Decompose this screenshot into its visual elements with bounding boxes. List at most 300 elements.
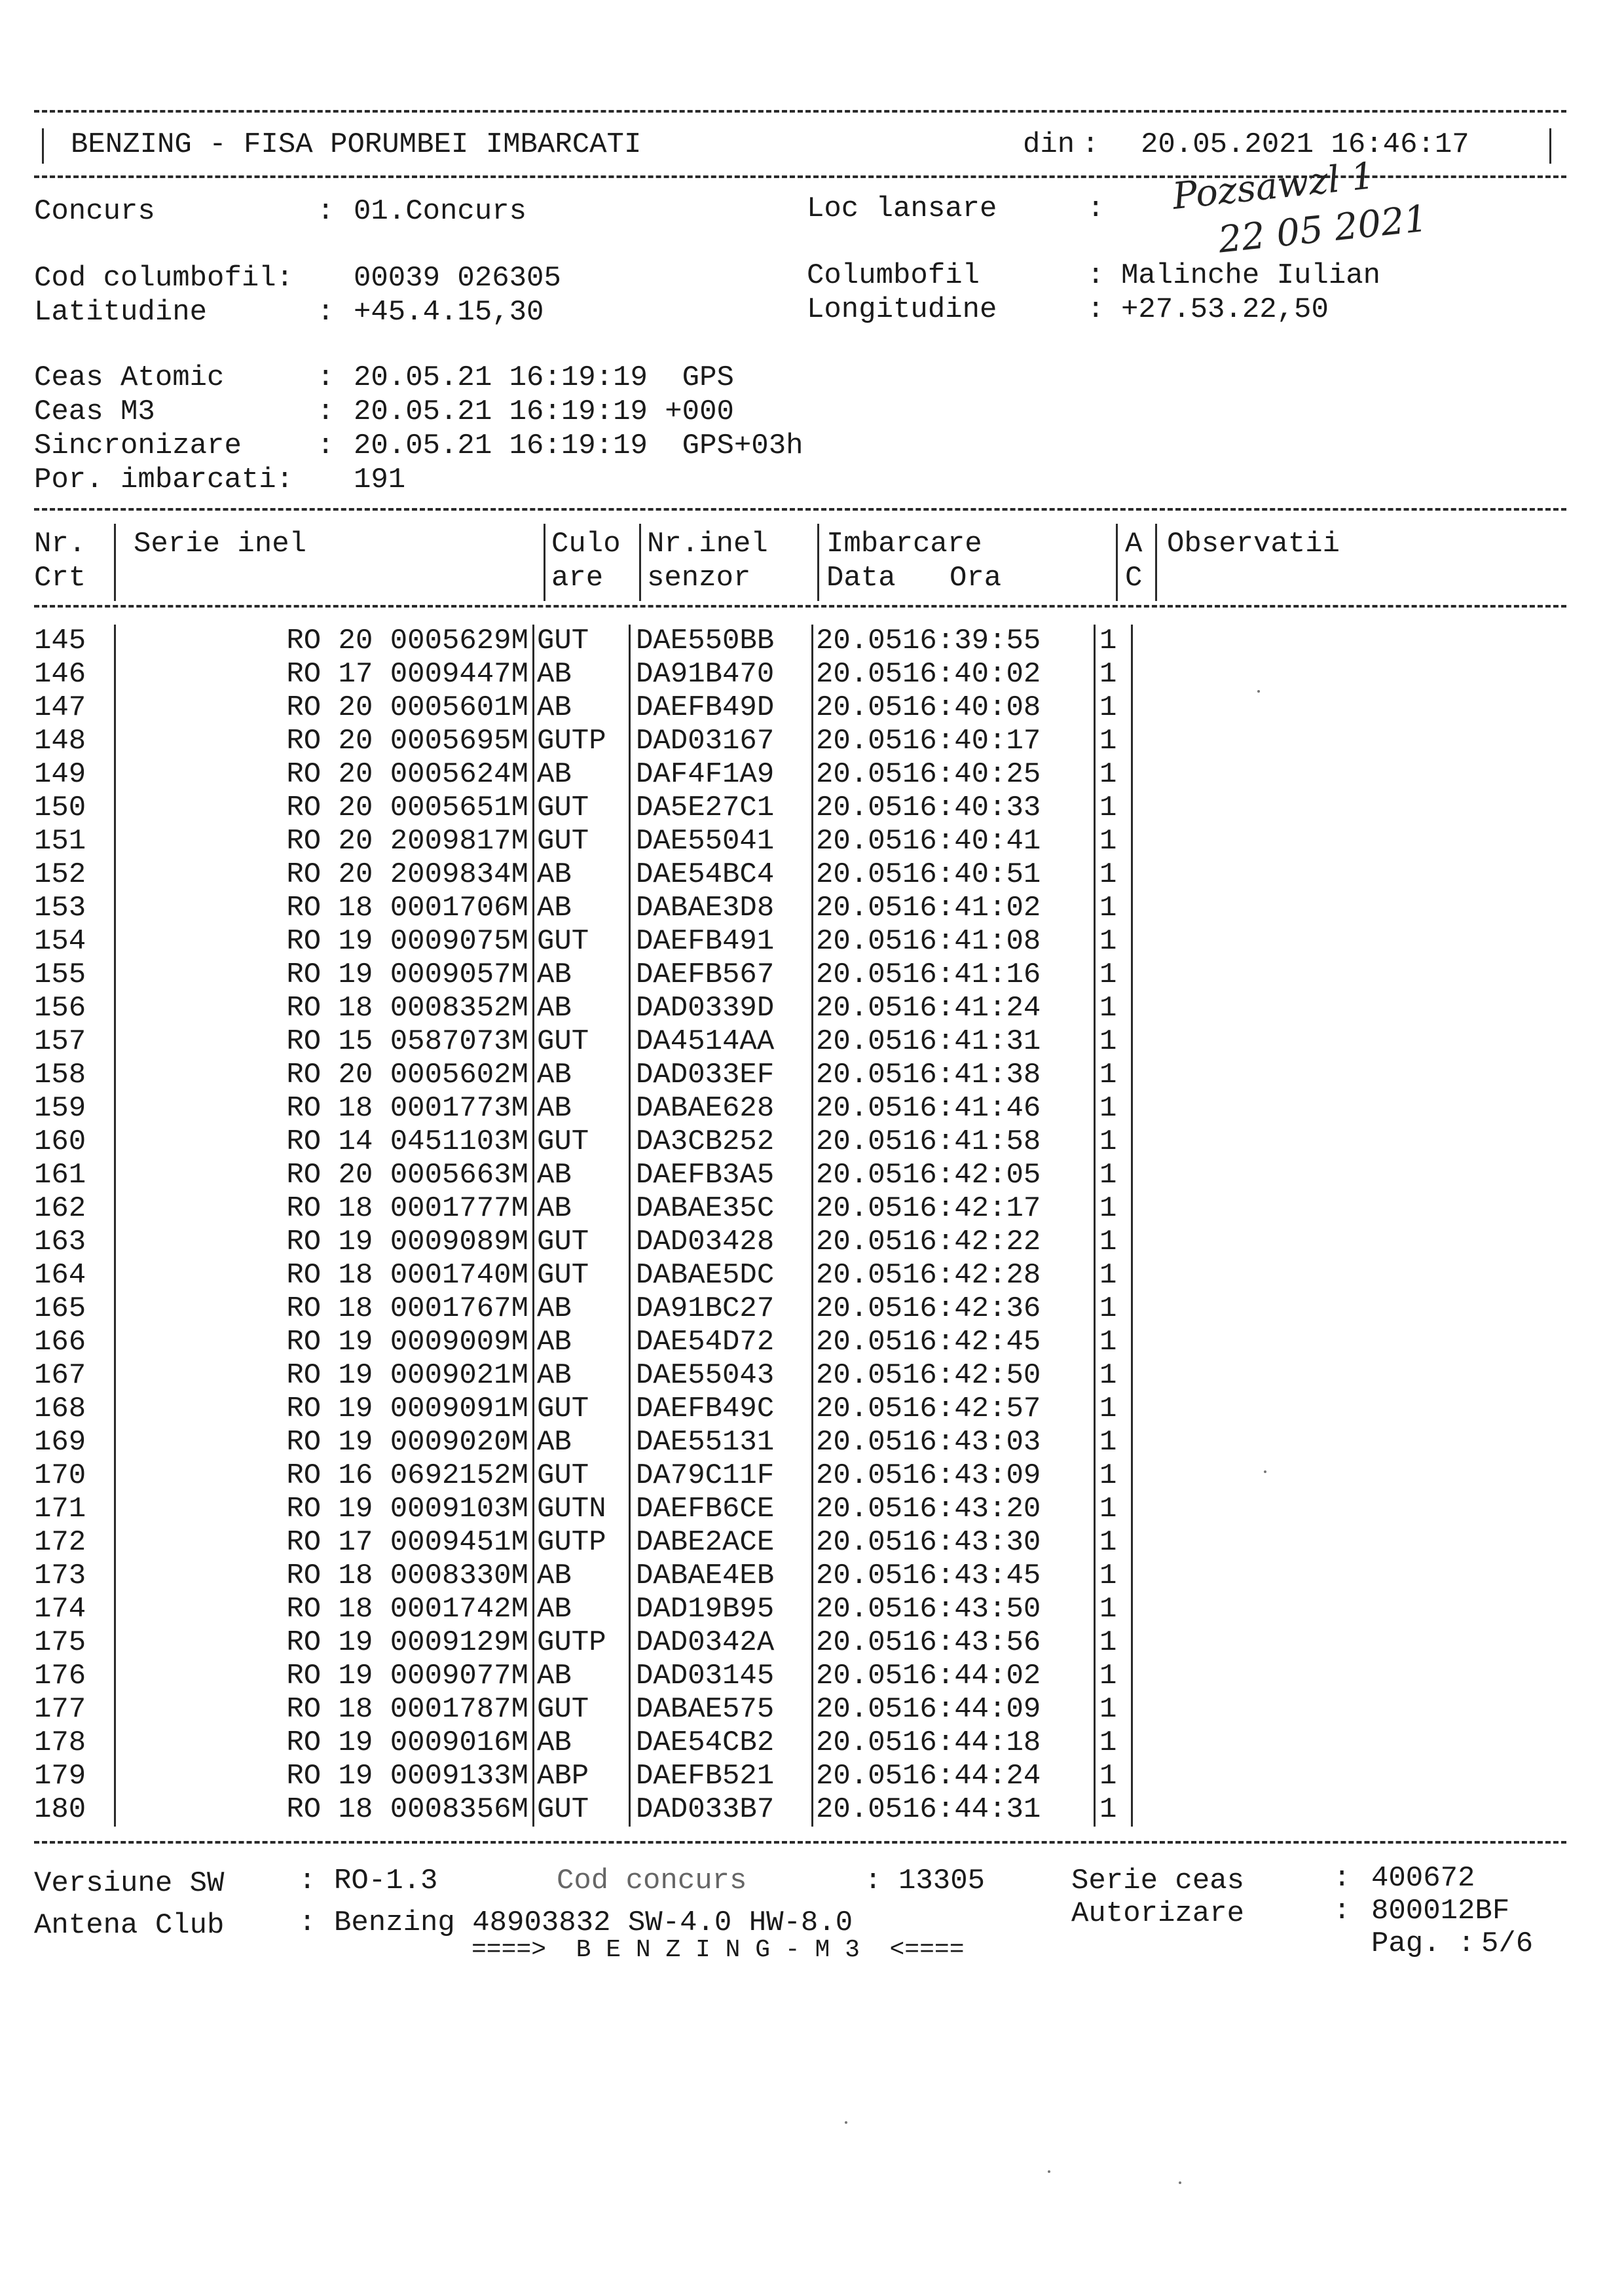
- row-senzor: DABAE628: [630, 1092, 813, 1125]
- row-data: 20.05: [816, 1059, 903, 1091]
- row-data: 20.05: [816, 1393, 903, 1425]
- row-ac: 1: [1095, 1259, 1132, 1292]
- table-row: [34, 1025, 1539, 1059]
- row-nr: 154: [34, 925, 115, 958]
- row-observatii: [1132, 958, 1540, 992]
- scan-speck: [845, 2121, 847, 2124]
- row-ac: 1: [1095, 1760, 1132, 1793]
- row-ac: 1: [1095, 892, 1132, 925]
- row-culoare: GUT: [534, 1226, 630, 1259]
- row-observatii: [1132, 1693, 1540, 1726]
- row-ora: 16:41:38: [902, 1059, 1095, 1092]
- row-data: 20.05: [816, 1025, 903, 1058]
- row-data: 20.05: [816, 792, 903, 824]
- row-ora: 16:41:31: [902, 1025, 1095, 1059]
- col-ac-line2: C: [1125, 562, 1143, 594]
- columbofil-value: Malinche Iulian: [1121, 259, 1381, 292]
- row-serie-inel: RO 20 0005624M: [115, 758, 534, 792]
- date-label: din: [1023, 128, 1075, 161]
- col-imbarcare-data: Data: [826, 562, 896, 594]
- row-senzor: DA5E27C1: [630, 792, 813, 825]
- latitude-label: Latitudine: [34, 296, 208, 329]
- table-row: [34, 1192, 1539, 1226]
- row-serie-inel: RO 18 0008330M: [115, 1559, 534, 1593]
- row-serie-inel: RO 18 0001740M: [115, 1259, 534, 1292]
- row-ora: 16:44:31: [902, 1793, 1095, 1827]
- divider-top: [34, 110, 1566, 113]
- row-ora: 16:44:18: [902, 1726, 1095, 1760]
- row-senzor: DA91BC27: [630, 1292, 813, 1326]
- row-senzor: DAE54D72: [630, 1326, 813, 1359]
- cod-concurs-colon: :: [864, 1865, 882, 1897]
- row-nr: 169: [34, 1426, 115, 1459]
- table-row: [34, 1125, 1539, 1159]
- row-culoare: AB: [534, 1326, 630, 1359]
- row-data: 20.05: [816, 658, 903, 691]
- row-observatii: [1132, 1359, 1540, 1393]
- scan-speck: [1264, 1470, 1266, 1473]
- row-observatii: [1132, 1726, 1540, 1760]
- row-serie-inel: RO 19 0009075M: [115, 925, 534, 958]
- row-ora: 16:40:25: [902, 758, 1095, 792]
- row-nr: 150: [34, 792, 115, 825]
- row-serie-inel: RO 18 0008352M: [115, 992, 534, 1025]
- table-row: [34, 1793, 1539, 1827]
- row-culoare: AB: [534, 758, 630, 792]
- table-row: [34, 1693, 1539, 1726]
- table-row: [34, 691, 1539, 725]
- row-data: 20.05: [816, 725, 903, 757]
- row-senzor: DA3CB252: [630, 1125, 813, 1159]
- row-nr: 151: [34, 825, 115, 858]
- row-serie-inel: RO 18 0001767M: [115, 1292, 534, 1326]
- row-serie-inel: RO 19 0009016M: [115, 1726, 534, 1760]
- row-observatii: [1132, 1226, 1540, 1259]
- serie-ceas-colon: :: [1333, 1862, 1351, 1895]
- row-ac: 1: [1095, 1226, 1132, 1259]
- row-ac: 1: [1095, 1025, 1132, 1059]
- row-observatii: [1132, 792, 1540, 825]
- row-culoare: GUT: [534, 1125, 630, 1159]
- row-observatii: [1132, 1626, 1540, 1660]
- row-ora: 16:42:45: [902, 1326, 1095, 1359]
- cod-columbofil-value: 00039 026305: [354, 262, 561, 295]
- row-culoare: GUTP: [534, 1526, 630, 1559]
- row-ora: 16:44:09: [902, 1693, 1095, 1726]
- row-ac: 1: [1095, 1493, 1132, 1526]
- divider-table-top: [34, 508, 1566, 511]
- cod-columbofil-label: Cod columbofil:: [34, 262, 294, 295]
- row-data: 20.05: [816, 925, 903, 958]
- row-nr: 159: [34, 1092, 115, 1125]
- row-serie-inel: RO 19 0009021M: [115, 1359, 534, 1393]
- row-data: 20.05: [816, 1760, 903, 1793]
- row-serie-inel: RO 20 2009817M: [115, 825, 534, 858]
- row-ora: 16:42:36: [902, 1292, 1095, 1326]
- header-sep-4: [817, 524, 819, 601]
- row-ora: 16:43:45: [902, 1559, 1095, 1593]
- row-ac: 1: [1095, 1159, 1132, 1192]
- row-data: 20.05: [816, 1493, 903, 1525]
- versiune-colon: :: [299, 1865, 316, 1897]
- row-nr: 179: [34, 1760, 115, 1793]
- row-observatii: [1132, 1559, 1540, 1593]
- row-observatii: [1132, 1326, 1540, 1359]
- scan-speck: [1048, 2170, 1050, 2173]
- row-nr: 168: [34, 1393, 115, 1426]
- row-nr: 162: [34, 1192, 115, 1226]
- row-ora: 16:42:17: [902, 1192, 1095, 1226]
- row-senzor: DAD03428: [630, 1226, 813, 1259]
- row-serie-inel: RO 19 0009103M: [115, 1493, 534, 1526]
- col-senzor-line1: Nr.inel: [647, 528, 768, 560]
- divider-table-bottom: [34, 1841, 1566, 1844]
- row-data: 20.05: [816, 1426, 903, 1459]
- row-senzor: DABAE575: [630, 1693, 813, 1726]
- row-nr: 148: [34, 725, 115, 758]
- table-row: [34, 958, 1539, 992]
- row-data: 20.05: [816, 1693, 903, 1726]
- cod-concurs-value: 13305: [898, 1865, 986, 1897]
- latitude-value: +45.4.15,30: [354, 296, 544, 329]
- row-culoare: GUT: [534, 1459, 630, 1493]
- row-observatii: [1132, 1493, 1540, 1526]
- row-ora: 16:41:46: [902, 1092, 1095, 1125]
- col-culoare-line2: are: [551, 562, 604, 594]
- table-row: [34, 925, 1539, 958]
- row-ora: 16:41:58: [902, 1125, 1095, 1159]
- ceas-m3-value: 20.05.21 16:19:19 +000: [354, 395, 734, 428]
- row-nr: 153: [34, 892, 115, 925]
- row-serie-inel: RO 20 0005601M: [115, 691, 534, 725]
- header-sep-2: [544, 524, 545, 601]
- row-data: 20.05: [816, 1726, 903, 1759]
- row-ac: 1: [1095, 858, 1132, 892]
- row-ac: 1: [1095, 725, 1132, 758]
- row-observatii: [1132, 892, 1540, 925]
- header-sep-1: [114, 524, 116, 601]
- row-nr: 178: [34, 1726, 115, 1760]
- row-observatii: [1132, 758, 1540, 792]
- table-row: [34, 1292, 1539, 1326]
- table-row: [34, 1393, 1539, 1426]
- row-senzor: DAE55041: [630, 825, 813, 858]
- row-ac: 1: [1095, 1526, 1132, 1559]
- row-serie-inel: RO 20 0005629M: [115, 625, 534, 658]
- row-nr: 149: [34, 758, 115, 792]
- row-senzor: DAEFB567: [630, 958, 813, 992]
- row-data: 20.05: [816, 1092, 903, 1125]
- autorizare-colon: :: [1333, 1895, 1351, 1927]
- row-data: 20.05: [816, 1526, 903, 1559]
- row-nr: 175: [34, 1626, 115, 1660]
- row-observatii: [1132, 1660, 1540, 1693]
- row-data: 20.05: [816, 1292, 903, 1325]
- table-row: [34, 1426, 1539, 1459]
- row-ora: 16:41:16: [902, 958, 1095, 992]
- row-nr: 172: [34, 1526, 115, 1559]
- latitude-colon: :: [317, 296, 335, 329]
- cod-concurs-label: Cod concurs: [557, 1865, 747, 1897]
- row-ora: 16:40:08: [902, 691, 1095, 725]
- row-senzor: DAD033B7: [630, 1793, 813, 1827]
- row-observatii: [1132, 858, 1540, 892]
- row-culoare: AB: [534, 1059, 630, 1092]
- loc-label: Loc lansare: [807, 192, 997, 225]
- row-culoare: AB: [534, 1359, 630, 1393]
- row-data: 20.05: [816, 1626, 903, 1659]
- row-senzor: DAD033EF: [630, 1059, 813, 1092]
- row-culoare: AB: [534, 1660, 630, 1693]
- row-serie-inel: RO 19 0009057M: [115, 958, 534, 992]
- table-row: [34, 1326, 1539, 1359]
- table-row: [34, 1660, 1539, 1693]
- table-row: [34, 1059, 1539, 1092]
- row-culoare: AB: [534, 1292, 630, 1326]
- row-nr: 160: [34, 1125, 115, 1159]
- row-senzor: DAD19B95: [630, 1593, 813, 1626]
- date-colon: :: [1082, 128, 1099, 161]
- row-data: 20.05: [816, 1559, 903, 1592]
- row-culoare: AB: [534, 892, 630, 925]
- row-serie-inel: RO 19 0009129M: [115, 1626, 534, 1660]
- row-ora: 16:40:17: [902, 725, 1095, 758]
- row-culoare: GUT: [534, 1693, 630, 1726]
- porumbei-imbarcati-value: 191: [354, 464, 406, 496]
- row-culoare: GUT: [534, 1025, 630, 1059]
- table-row: [34, 992, 1539, 1025]
- col-nr-line1: Nr.: [34, 528, 86, 560]
- row-nr: 174: [34, 1593, 115, 1626]
- col-nr-line2: Crt: [34, 562, 86, 594]
- row-serie-inel: RO 18 0001742M: [115, 1593, 534, 1626]
- row-senzor: DAE550BB: [630, 625, 813, 658]
- row-data: 20.05: [816, 1159, 903, 1192]
- row-data: 20.05: [816, 1226, 903, 1258]
- row-ac: 1: [1095, 1192, 1132, 1226]
- longitude-label: Longitudine: [807, 293, 997, 326]
- row-senzor: DAE55043: [630, 1359, 813, 1393]
- row-ora: 16:43:30: [902, 1526, 1095, 1559]
- row-ora: 16:43:09: [902, 1459, 1095, 1493]
- concurs-label: Concurs: [34, 195, 155, 228]
- row-senzor: DAEFB3A5: [630, 1159, 813, 1192]
- table-row: [34, 1493, 1539, 1526]
- row-serie-inel: RO 18 0001777M: [115, 1192, 534, 1226]
- row-senzor: DAD0339D: [630, 992, 813, 1025]
- table-row: [34, 658, 1539, 691]
- row-senzor: DA79C11F: [630, 1459, 813, 1493]
- row-senzor: DAEFB49C: [630, 1393, 813, 1426]
- row-data: 20.05: [816, 1259, 903, 1292]
- row-ac: 1: [1095, 1793, 1132, 1827]
- col-senzor-line2: senzor: [647, 562, 751, 594]
- header-right-bar: [1549, 128, 1551, 164]
- row-serie-inel: RO 18 0001706M: [115, 892, 534, 925]
- row-ora: 16:40:33: [902, 792, 1095, 825]
- row-observatii: [1132, 1192, 1540, 1226]
- row-ac: 1: [1095, 925, 1132, 958]
- row-observatii: [1132, 1426, 1540, 1459]
- table-row: [34, 1559, 1539, 1593]
- row-serie-inel: RO 20 2009834M: [115, 858, 534, 892]
- row-culoare: AB: [534, 1593, 630, 1626]
- columbofil-colon: :: [1087, 259, 1105, 292]
- row-serie-inel: RO 20 0005695M: [115, 725, 534, 758]
- row-data: 20.05: [816, 1359, 903, 1392]
- row-ora: 16:44:02: [902, 1660, 1095, 1693]
- loc-colon: :: [1087, 192, 1105, 225]
- table-row: [34, 1359, 1539, 1393]
- row-culoare: AB: [534, 1426, 630, 1459]
- row-ac: 1: [1095, 1359, 1132, 1393]
- autorizare-label: Autorizare: [1071, 1897, 1245, 1930]
- row-ora: 16:42:50: [902, 1359, 1095, 1393]
- row-ora: 16:43:03: [902, 1426, 1095, 1459]
- table-row: [34, 1159, 1539, 1192]
- table-row: [34, 1760, 1539, 1793]
- col-imbarcare: Imbarcare: [826, 528, 982, 560]
- scan-speck: [1179, 2181, 1181, 2184]
- row-culoare: GUT: [534, 1259, 630, 1292]
- header-sep-3: [639, 524, 641, 601]
- ceas-m3-colon: :: [317, 395, 335, 428]
- table-row: [34, 1726, 1539, 1760]
- row-ora: 16:43:50: [902, 1593, 1095, 1626]
- row-nr: 176: [34, 1660, 115, 1693]
- row-culoare: AB: [534, 992, 630, 1025]
- row-ora: 16:41:24: [902, 992, 1095, 1025]
- row-culoare: AB: [534, 1192, 630, 1226]
- row-ora: 16:44:24: [902, 1760, 1095, 1793]
- ceas-m3-label: Ceas M3: [34, 395, 155, 428]
- row-nr: 156: [34, 992, 115, 1025]
- page-number: 5/6: [1481, 1927, 1534, 1960]
- row-observatii: [1132, 1059, 1540, 1092]
- loc-handwritten-name: Pozsawzl 1: [1170, 155, 1377, 218]
- table-row: [34, 1593, 1539, 1626]
- row-data: 20.05: [816, 992, 903, 1025]
- row-data: 20.05: [816, 1459, 903, 1492]
- row-senzor: DA4514AA: [630, 1025, 813, 1059]
- row-ac: 1: [1095, 1092, 1132, 1125]
- row-ac: 1: [1095, 1559, 1132, 1593]
- row-senzor: DAD03145: [630, 1660, 813, 1693]
- row-observatii: [1132, 1593, 1540, 1626]
- row-culoare: AB: [534, 691, 630, 725]
- row-ac: 1: [1095, 792, 1132, 825]
- row-data: 20.05: [816, 892, 903, 924]
- row-ora: 16:42:28: [902, 1259, 1095, 1292]
- col-culoare-line1: Culo: [551, 528, 621, 560]
- table-row: [34, 858, 1539, 892]
- row-culoare: AB: [534, 658, 630, 691]
- row-observatii: [1132, 992, 1540, 1025]
- sincronizare-value: 20.05.21 16:19:19 GPS+03h: [354, 429, 803, 462]
- row-ac: 1: [1095, 1292, 1132, 1326]
- row-ora: 16:42:22: [902, 1226, 1095, 1259]
- row-culoare: GUT: [534, 1393, 630, 1426]
- table-row: [34, 892, 1539, 925]
- row-ac: 1: [1095, 691, 1132, 725]
- header-sep-5: [1116, 524, 1118, 601]
- row-culoare: GUT: [534, 825, 630, 858]
- row-ac: 1: [1095, 1693, 1132, 1726]
- row-ac: 1: [1095, 1125, 1132, 1159]
- row-serie-inel: RO 20 0005663M: [115, 1159, 534, 1192]
- row-senzor: DAD0342A: [630, 1626, 813, 1660]
- row-ac: 1: [1095, 825, 1132, 858]
- row-ora: 16:43:56: [902, 1626, 1095, 1660]
- row-data: 20.05: [816, 1793, 903, 1826]
- row-ora: 16:40:41: [902, 825, 1095, 858]
- row-culoare: GUT: [534, 625, 630, 658]
- table-row: [34, 758, 1539, 792]
- col-serie-inel: Serie inel: [134, 528, 307, 560]
- row-ac: 1: [1095, 1626, 1132, 1660]
- row-culoare: AB: [534, 958, 630, 992]
- row-culoare: GUTP: [534, 1626, 630, 1660]
- row-serie-inel: RO 20 0005651M: [115, 792, 534, 825]
- row-serie-inel: RO 16 0692152M: [115, 1459, 534, 1493]
- row-senzor: DABAE3D8: [630, 892, 813, 925]
- row-serie-inel: RO 19 0009020M: [115, 1426, 534, 1459]
- row-serie-inel: RO 19 0009009M: [115, 1326, 534, 1359]
- row-senzor: DAEFB521: [630, 1760, 813, 1793]
- row-nr: 147: [34, 691, 115, 725]
- concurs-colon: :: [317, 195, 335, 228]
- antena-club-value: Benzing 48903832 SW-4.0 HW-8.0: [334, 1906, 853, 1939]
- row-data: 20.05: [816, 825, 903, 858]
- row-culoare: GUT: [534, 792, 630, 825]
- row-serie-inel: RO 19 0009133M: [115, 1760, 534, 1793]
- concurs-value: 01.Concurs: [354, 195, 527, 228]
- row-senzor: DAD03167: [630, 725, 813, 758]
- row-observatii: [1132, 1459, 1540, 1493]
- row-nr: 165: [34, 1292, 115, 1326]
- row-culoare: AB: [534, 1559, 630, 1593]
- row-nr: 170: [34, 1459, 115, 1493]
- row-observatii: [1132, 1526, 1540, 1559]
- row-ac: 1: [1095, 992, 1132, 1025]
- row-nr: 171: [34, 1493, 115, 1526]
- row-nr: 157: [34, 1025, 115, 1059]
- date-value: 20.05.2021 16:46:17: [1141, 128, 1469, 161]
- row-serie-inel: RO 20 0005602M: [115, 1059, 534, 1092]
- table-row: [34, 1459, 1539, 1493]
- longitude-value: +27.53.22,50: [1121, 293, 1329, 326]
- row-ora: 16:40:02: [902, 658, 1095, 691]
- row-serie-inel: RO 17 0009447M: [115, 658, 534, 691]
- row-observatii: [1132, 1393, 1540, 1426]
- row-ac: 1: [1095, 758, 1132, 792]
- row-ac: 1: [1095, 1059, 1132, 1092]
- table-row: [34, 625, 1539, 658]
- table-row: [34, 1226, 1539, 1259]
- row-ora: 16:42:57: [902, 1393, 1095, 1426]
- divider-table-header: [34, 605, 1566, 608]
- row-senzor: DAE55131: [630, 1426, 813, 1459]
- row-data: 20.05: [816, 858, 903, 891]
- row-observatii: [1132, 1259, 1540, 1292]
- row-ora: 16:41:02: [902, 892, 1095, 925]
- header-sep-6: [1155, 524, 1157, 601]
- row-nr: 167: [34, 1359, 115, 1393]
- row-senzor: DAE54CB2: [630, 1726, 813, 1760]
- row-ac: 1: [1095, 1593, 1132, 1626]
- row-data: 20.05: [816, 1593, 903, 1626]
- col-observatii: Observatii: [1167, 528, 1340, 560]
